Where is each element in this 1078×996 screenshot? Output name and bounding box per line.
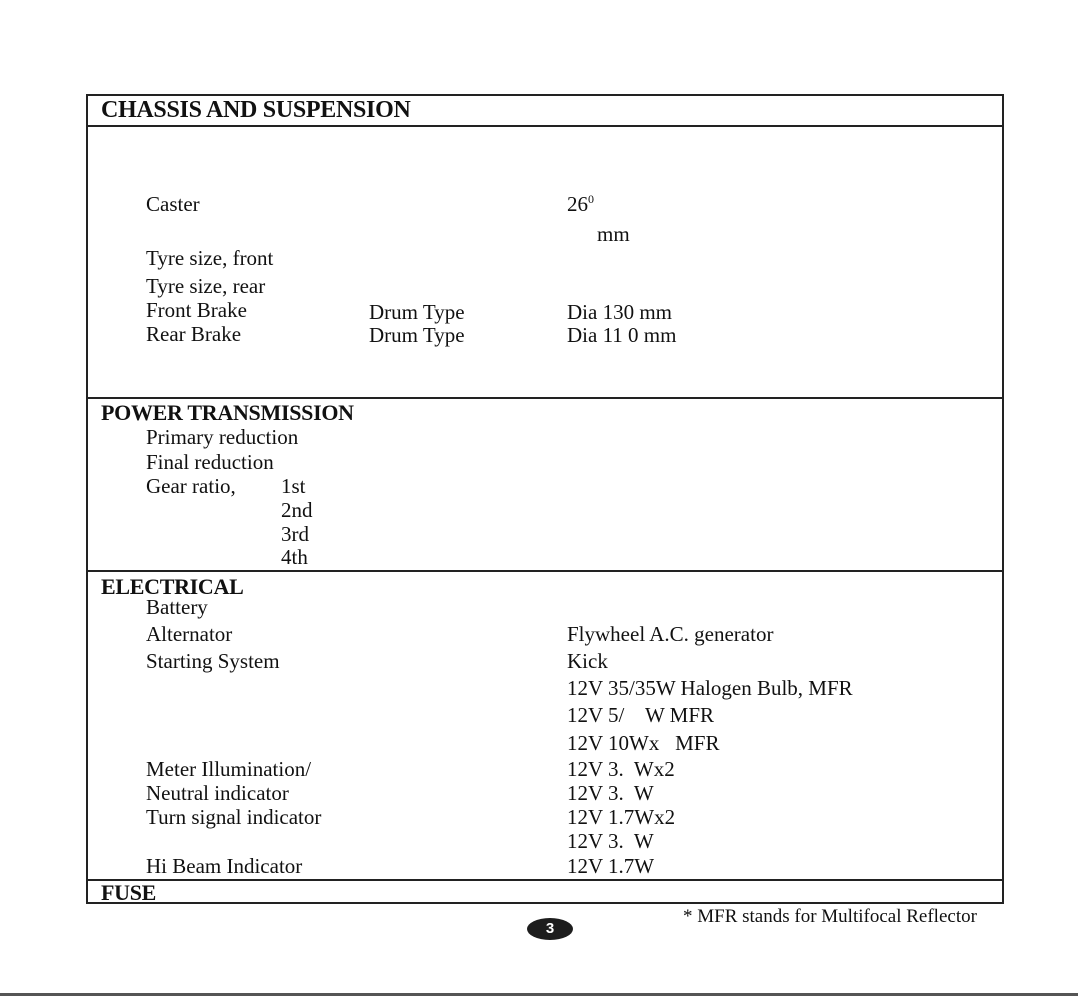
turn-signal-indicator-label: Turn signal indicator [146,805,322,829]
hi-beam-indicator-label: Hi Beam Indicator [146,854,303,878]
extra-indicator-value: 12V 3. W [567,829,654,853]
caster-label: Caster [146,192,200,216]
degree-superscript: 0 [588,192,594,206]
gear-2nd: 2nd [281,498,313,522]
turn-signal-value: 12V 10Wx MFR [567,731,720,755]
section-divider-fuse [86,879,1004,881]
gear-ratio-label: Gear ratio, [146,474,236,498]
primary-reduction-label: Primary reduction [146,425,299,449]
section-divider-power [86,397,1004,399]
gear-1st: 1st [281,474,306,498]
rear-brake-type: Drum Type [369,323,465,347]
mm-unit: mm [597,222,630,246]
headlamp-value: 12V 35/35W Halogen Bulb, MFR [567,676,853,700]
mfr-footnote: * MFR stands for Multifocal Reflector [683,906,977,927]
rear-brake-label: Rear Brake [146,322,242,346]
neutral-indicator-label: Neutral indicator [146,781,289,805]
section-title-chassis: CHASSIS AND SUSPENSION [101,97,411,123]
hi-beam-indicator-value: 12V 1.7W [567,854,655,878]
alternator-label: Alternator [146,622,233,646]
meter-illumination-value: 12V 3. Wx2 [567,757,675,781]
header-divider [86,125,1004,127]
section-title-electrical: ELECTRICAL [101,574,244,599]
meter-illumination-label: Meter Illumination/ [146,757,312,781]
section-divider-electrical [86,570,1004,572]
front-brake-label: Front Brake [146,298,247,322]
caster-value: $26^0$ [567,192,594,216]
turn-signal-indicator-value: 12V 1.7Wx2 [567,805,676,829]
tyre-front-label: Tyre size, front [146,246,274,270]
gear-3rd: 3rd [281,522,309,546]
neutral-indicator-value: 12V 3. W [567,781,654,805]
starting-system-value: Kick [567,649,608,673]
battery-label: Battery [146,595,208,619]
tail-lamp-value: 12V 5/ W MFR [567,703,715,727]
alternator-value: Flywheel A.C. generator [567,622,774,646]
front-brake-value: Dia 130 mm [567,300,672,324]
front-brake-type: Drum Type [369,300,465,324]
section-title-power: POWER TRANSMISSION [101,400,354,425]
page-number-badge: 3 [527,918,573,940]
section-title-fuse: FUSE [101,880,157,905]
final-reduction-label: Final reduction [146,450,274,474]
gear-4th: 4th [281,545,308,569]
tyre-rear-label: Tyre size, rear [146,274,266,298]
rear-brake-value: Dia 11 0 mm [567,323,677,347]
starting-system-label: Starting System [146,649,280,673]
